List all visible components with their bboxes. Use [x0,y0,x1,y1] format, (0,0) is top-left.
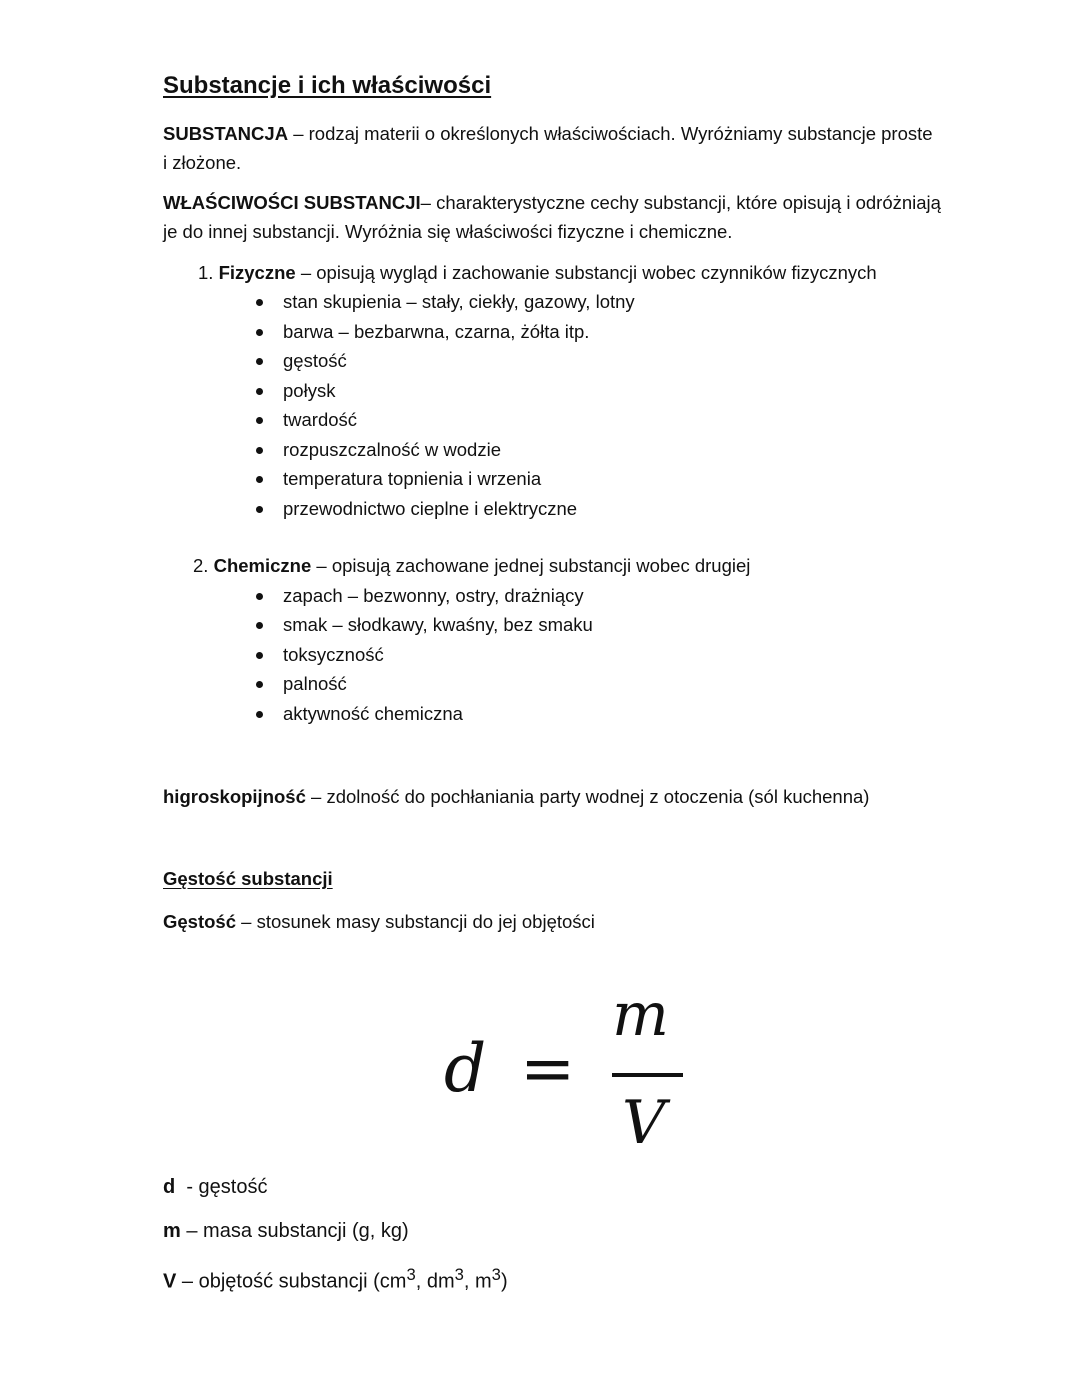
bullet-icon [256,417,263,424]
bullet-icon [256,506,263,513]
list-item: połysk [283,379,335,403]
bullet-icon [256,358,263,365]
legend-v-desc-b: , dm [415,1270,455,1293]
legend-v-sup3: 3 [491,1265,501,1284]
page-title: Substancje i ich właściwości [163,72,492,99]
legend-d-desc: - gęstość [175,1176,268,1198]
list-item: smak – słodkawy, kwaśny, bez smaku [283,613,593,637]
bullet-icon [256,681,263,688]
bullet-icon [256,447,263,454]
legend-d [163,1174,267,1200]
list-item: toksyczność [283,643,384,667]
list-item: zapach – bezwonny, ostry, drażniący [283,584,584,608]
legend-m-desc: – masa substancji (g, kg) [180,1220,409,1242]
hygroscopy-definition [163,785,869,809]
legend-v [163,1262,508,1295]
bullet-icon [256,652,263,659]
chemical-heading [193,554,750,578]
substance-term: SUBSTANCJA [163,123,289,144]
substance-desc-line2: i złożone. [163,152,242,173]
legend-v-sup1: 3 [406,1265,416,1284]
chemical-desc: – opisują zachowane jednej substancji wobec drugiej [311,555,751,576]
list-item: twardość [283,408,357,432]
legend-v-desc-a: – objętość substancji (cm [176,1270,407,1293]
legend-d-symbol: d [163,1176,176,1198]
hygroscopy-desc: – zdolność do pochłaniania party wodnej z otoczenia (sól kuchenna) [305,786,870,807]
list-item: przewodnictwo cieplne i elektryczne [283,497,577,521]
properties-desc-line1: – charakterystyczne cechy substancji, które opisują i odróżniają [420,192,941,213]
fraction-bar [612,1073,683,1077]
physical-label: Fizyczne [218,262,296,283]
chemical-number: 2. [193,555,209,576]
physical-heading [198,261,877,285]
legend-v-desc-c: , m [463,1270,492,1293]
physical-desc: – opisują wygląd i zachowanie substancji wobec czynników fizycznych [295,262,877,283]
bullet-icon [256,329,263,336]
properties-desc-line2: je do innej substancji. Wyróżnia się właściwości fizyczne i chemiczne. [163,221,733,242]
bullet-icon [256,388,263,395]
formula-equals: = [520,1030,576,1107]
chemical-label: Chemiczne [213,555,312,576]
hygroscopy-term: higroskopijność [163,786,306,807]
bullet-icon [256,711,263,718]
density-term: Gęstość [163,911,237,932]
bullet-icon [256,299,263,306]
formula-lhs: d [444,1030,487,1107]
list-item: aktywność chemiczna [283,702,463,726]
list-item: rozpuszczalność w wodzie [283,438,501,462]
list-item: barwa – bezbarwna, czarna, żółta itp. [283,320,589,344]
list-item: palność [283,672,347,696]
properties-definition [163,188,983,246]
bullet-icon [256,593,263,600]
bullet-icon [256,476,263,483]
formula-numerator: m [612,980,669,1050]
list-item: gęstość [283,349,347,373]
physical-number: 1. [198,262,214,283]
legend-m-symbol: m [163,1220,181,1242]
legend-v-sup2: 3 [454,1265,464,1284]
density-definition [163,910,595,934]
density-desc: – stosunek masy substancji do jej objętości [236,911,595,932]
list-item: stan skupienia – stały, ciekły, gazowy, lotny [283,290,635,314]
legend-m [163,1218,409,1244]
substance-desc-line1: – rodzaj materii o określonych właściwościach. Wyróżniamy substancje proste [288,123,933,144]
substance-definition [163,119,983,177]
properties-term: WŁAŚCIWOŚCI SUBSTANCJI [163,192,421,213]
bullet-icon [256,622,263,629]
formula-denominator: V [622,1088,666,1158]
list-item: temperatura topnienia i wrzenia [283,467,541,491]
legend-v-desc-d: ) [500,1270,508,1293]
legend-v-symbol: V [163,1270,177,1293]
density-heading: Gęstość substancji [163,868,333,889]
